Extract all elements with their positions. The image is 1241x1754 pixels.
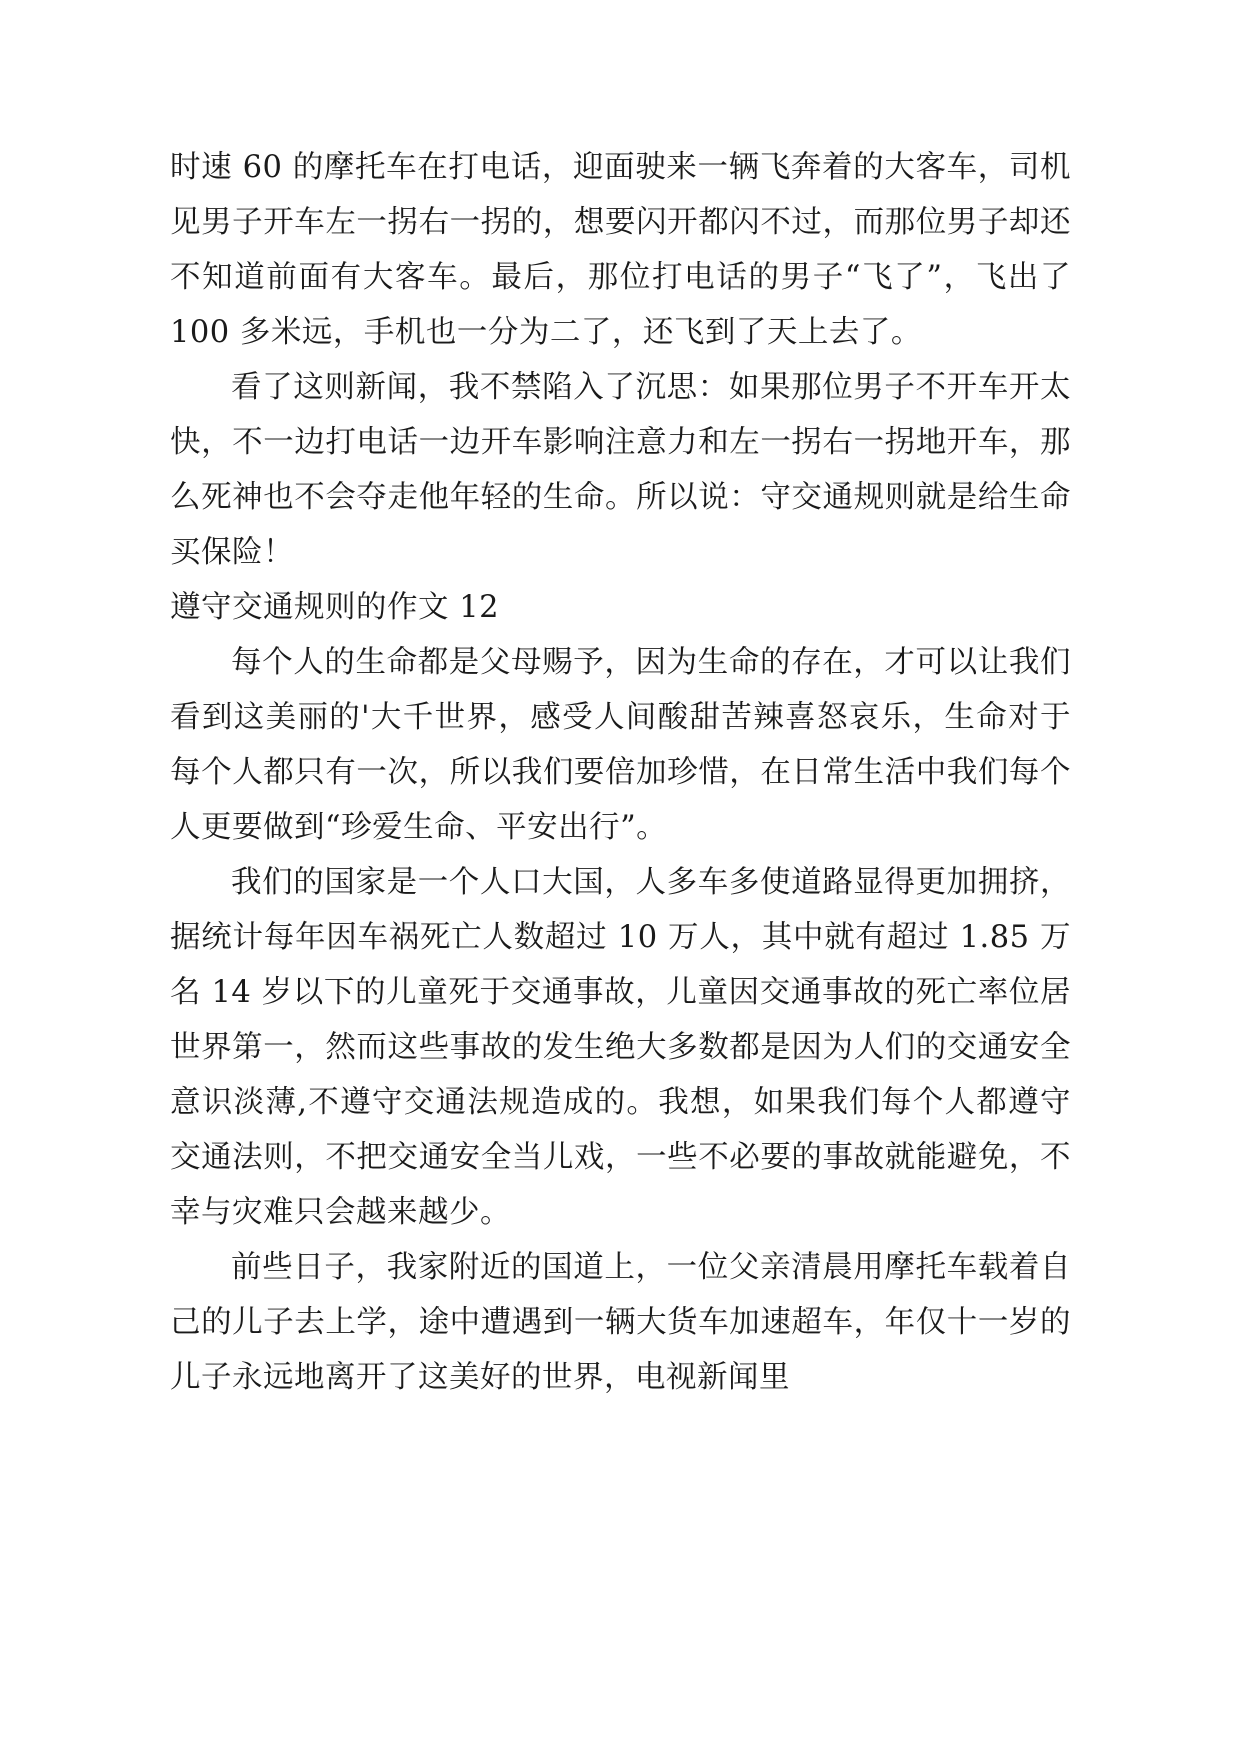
paragraph-life-given-by-parents: 每个人的生命都是父母赐予，因为生命的存在，才可以让我们看到这美丽的'大千世界，感受人间酸甜苦辣喜怒哀乐，生命对于每个人都只有一次，所以我们要倍加珍惜，在日常生活中我们每个人更要做到“珍爱生命、平安出行”。 [170, 645, 1071, 845]
paragraph-continued: 时速 60 的摩托车在打电话，迎面驶来一辆飞奔着的大客车，司机见男子开车左一拐右一拐的，想要闪开都闪不过，而那位男子却还不知道前面有大客车。最后，那位打电话的男子“飞了”，飞出了 100 多米远，手机也一分为二了，还飞到了天上去了。 [170, 150, 1071, 350]
section-heading-12: 遵守交通规则的作文 12 [170, 590, 500, 625]
document-body [170, 140, 1071, 1405]
paragraph-population-statistics: 我们的国家是一个人口大国，人多车多使道路显得更加拥挤，据统计每年因车祸死亡人数超过 10 万人，其中就有超过 1.85 万名 14 岁以下的儿童死于交通事故，儿童因交通事故的死亡率位居世界第一，然而这些事故的发生绝大多数都是因为人们的交通安全意识淡薄,不遵守交通法规造成的。我想，如果我们每个人都遵守交通法则，不把交通安全当儿戏，一些不必要的事故就能避免，不幸与灾难只会越来越少。 [170, 865, 1071, 1230]
paragraph-reflection: 看了这则新闻，我不禁陷入了沉思：如果那位男子不开车开太快，不一边打电话一边开车影响注意力和左一拐右一拐地开车，那么死神也不会夺走他年轻的生命。所以说：守交通规则就是给生命买保险！ [170, 370, 1071, 570]
paragraph-recent-accident: 前些日子，我家附近的国道上，一位父亲清晨用摩托车载着自己的儿子去上学，途中遭遇到一辆大货车加速超车，年仅十一岁的儿子永远地离开了这美好的世界，电视新闻里 [170, 1250, 1071, 1395]
